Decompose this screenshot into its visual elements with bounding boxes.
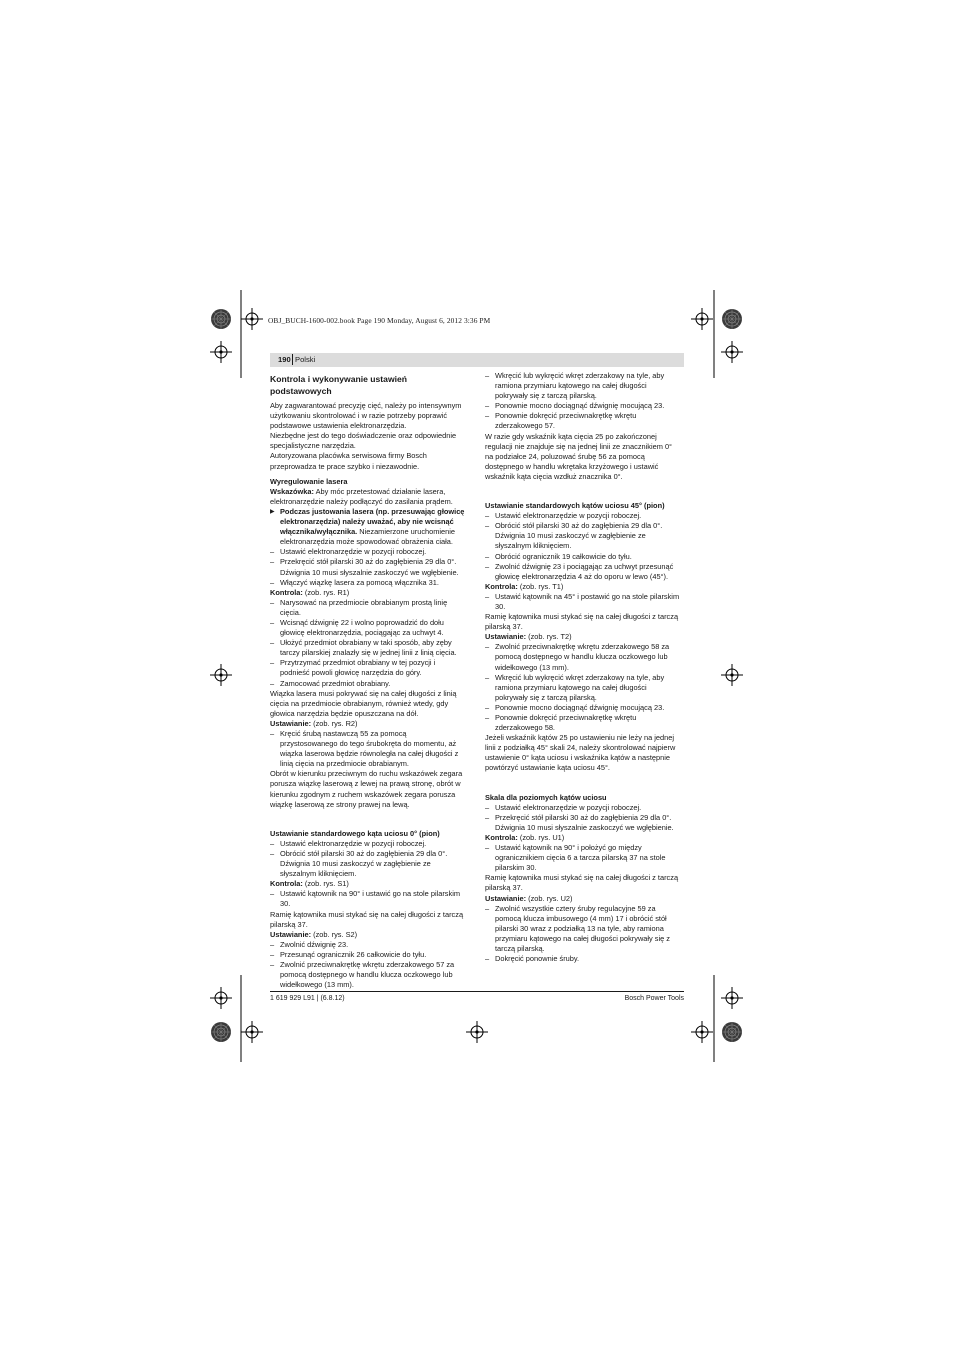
file-info-line: OBJ_BUCH-1600-002.book Page 190 Monday, August 6, 2012 3:36 PM [268, 316, 491, 325]
list-item [270, 950, 466, 960]
labeled-paragraph [270, 588, 466, 598]
list-item [270, 638, 466, 658]
paragraph-label: Ustawianie: [485, 893, 527, 903]
list-item-text: Ustawić elektronarzędzie w pozycji roboczej. [495, 802, 642, 812]
warning-text: Niezamierzone uruchomienie elektronarzędzia może spowodować obrażenia ciała. [280, 527, 456, 547]
list-item [485, 642, 681, 672]
list-item-text: Włączyć wiązkę lasera za pomocą włącznika 31. [280, 577, 439, 587]
section-heading [270, 373, 466, 397]
heading-text: Skala dla poziomych kątów uciosu [485, 792, 607, 802]
paragraph-text: (zob. rys. U1) [517, 832, 565, 842]
list-item-text: Ustawić kątownik na 45° i postawić go na stole pilarskim 30. [495, 591, 680, 611]
list-item-text: Obrócić stół pilarski 30 aż do zagłębienia 29 dla 0°. Dźwignia 10 musi zaskoczyć w zagłębienie ze słyszalnym kliknięciem. [495, 521, 663, 551]
paragraph-label: Kontrola: [270, 879, 303, 889]
paragraph-text: (zob. rys. T2) [526, 632, 572, 642]
paragraph-text: (zob. rys. R2) [311, 718, 358, 728]
list-item [270, 960, 466, 990]
list-item [485, 511, 681, 521]
labeled-paragraph [270, 879, 466, 889]
list-item-text: Ustawić elektronarzędzie w pozycji roboczej. [495, 511, 642, 521]
paragraph-text: Ramię kątownika musi stykać się na całej długości z tarczą pilarską 37. [485, 873, 679, 893]
subsection-heading [485, 501, 681, 511]
list-item [270, 940, 466, 950]
paragraph-text: (zob. rys. S2) [311, 929, 358, 939]
labeled-paragraph [270, 930, 466, 940]
labeled-paragraph [485, 582, 681, 592]
header-separator [292, 354, 293, 365]
list-item-text: Ustawić elektronarzędzie w pozycji roboczej. [280, 547, 427, 557]
paragraph [270, 689, 466, 719]
list-item-text: Dokręcić ponownie śruby. [495, 954, 580, 964]
paragraph-text: Obrót w kierunku przeciwnym do ruchu wskazówek zegara porusza wiązkę laserową z lewej na prawą stronę, obrót w kierunku zgodnym z ruchem wskazówek zegara porusza wiązkę laserową ze strony prawej na lewą. [270, 769, 463, 809]
list-item [270, 618, 466, 638]
list-item-text: Przekręcić stół pilarski 30 aż do zagłębienia 29 dla 0°. Dźwignia 10 musi słyszalnie zaskoczyć we wgłębienie. [495, 812, 674, 832]
list-item [485, 703, 681, 713]
list-item [485, 411, 681, 431]
list-item-text: Ponownie mocno dociągnąć dźwignię mocującą 23. [495, 401, 665, 411]
list-item [485, 954, 681, 964]
list-item-text: Zwolnić dźwignię 23 i pociągając za uchwyt przesunąć głowicę elektronarzędzia 4 aż do oporu w lewo (45°). [495, 561, 674, 581]
list-item [270, 658, 466, 678]
target-mark-bottom-right [722, 1022, 742, 1042]
labeled-paragraph [270, 487, 466, 507]
list-item [270, 557, 466, 577]
crosshair-mark [210, 664, 232, 686]
list-item-text: Przesunąć ogranicznik 26 całkowicie do tyłu. [280, 949, 427, 959]
paragraph-text: Ramię kątownika musi stykać się na całej długości z tarczą pilarską 37. [270, 909, 464, 929]
crosshair-mark [691, 308, 713, 330]
labeled-paragraph [485, 632, 681, 642]
list-item-text: Wkręcić lub wykręcić wkręt zderzakowy na tyle, aby ramiona przymiaru kątowego na całej długości pokrywały się z tarczą pilarską. [495, 371, 665, 401]
list-item [485, 803, 681, 813]
page-header-bar [270, 353, 684, 367]
list-item-text: Ponownie mocno dociągnąć dźwignię mocującą 23. [495, 702, 665, 712]
paragraph-text: Ramię kątownika musi stykać się na całej długości z tarczą pilarską 37. [485, 612, 679, 632]
list-item-text: Przytrzymać przedmiot obrabiany w tej pozycji i podnieść powoli głowicę narzędzia do góry. [280, 658, 436, 678]
list-item [485, 562, 681, 582]
footer-catalog-number: 1 619 929 L91 | (6.8.12) [270, 995, 345, 1002]
paragraph-label: Wskazówka: [270, 486, 314, 496]
target-mark-top-right [722, 309, 742, 329]
list-item-text: Wkręcić lub wykręcić wkręt zderzakowy na tyle, aby ramiona przymiaru kątowego na całej długości pokrywały się z tarczą pilarską. [495, 672, 665, 702]
paragraph [270, 910, 466, 930]
crosshair-mark [241, 1021, 263, 1043]
paragraph-label: Kontrola: [270, 587, 303, 597]
page-number: 190 [278, 355, 291, 364]
list-item [485, 673, 681, 703]
list-item [270, 578, 466, 588]
list-item-text: Zwolnić przeciwnakrętkę wkrętu zderzakowego 57 za pomocą dostępnego w handlu klucza oczkowego lub widełkowego (13 mm). [280, 959, 455, 990]
left-text-column [270, 371, 466, 990]
list-item [270, 849, 466, 879]
paragraph [485, 873, 681, 893]
subsection-heading [485, 793, 681, 803]
list-item-text: Zwolnić wszystkie cztery śruby regulacyjne 59 za pomocą klucza imbusowego (4 mm) 17 i obrócić stół pilarski 30 wraz z podziałką 13 na tyle, aby ramiona przymiaru kątowego na całej długości pokrywały się z tarczą pilarską. [495, 903, 670, 953]
list-item-text: Zwolnić przeciwnakrętkę wkrętu zderzakowego 58 za pomocą dostępnego w handlu klucza oczkowego lub widełkowego (13 mm). [495, 642, 670, 672]
paragraph-text: Aby zagwarantować precyzję cięć, należy po intensywnym użytkowaniu skontrolować i w razie potrzeby poprawić podstawowe ustawienia elektronarzędzia. [270, 401, 462, 431]
crosshair-mark [691, 1021, 713, 1043]
list-item-text: Ponownie dokręcić przeciwnakrętkę wkrętu zderzakowego 57. [495, 411, 637, 431]
heading-text: Ustawianie standardowego kąta uciosu 0° (pion) [270, 828, 440, 838]
paragraph [270, 451, 466, 471]
list-item-text: Ustawić elektronarzędzie w pozycji roboczej. [280, 838, 427, 848]
list-item [270, 547, 466, 557]
paragraph-text: (zob. rys. T1) [517, 581, 564, 591]
section-spacer [485, 774, 681, 788]
footer-brand: Bosch Power Tools [624, 995, 684, 1002]
warning-bold-text: Podczas justowania lasera (np. przesuwając głowicę elektronarzędzia) należy uważać, aby nie wcisnąć włącznika/wyłącznika. [280, 506, 465, 537]
list-item [270, 679, 466, 689]
section-spacer [270, 810, 466, 824]
paragraph-text: W razie gdy wskaźnik kąta cięcia 25 po zakończonej regulacji nie znajduje się na jednej linii ze znacznikiem 0° na podziałce 24, poluzować śrubę 56 za pomocą dostępnego w handlu wkrętaka krzyżowego i ustawić wskaźnik kąta cięcia wzdłuż znacznika 0°. [485, 431, 673, 481]
list-item [485, 592, 681, 612]
list-item [485, 521, 681, 551]
paragraph [485, 612, 681, 632]
paragraph-text: Jeżeli wskaźnik kątów 25 po ustawieniu nie leży na jednej linii z podziałką 45° skali 24, należy skontrolować najpierw ustawienie 0° kąta uciosu i wskaźnika kątów a następnie powtórzyć ustawianie kąta uciosu 45°. [485, 733, 676, 773]
list-item [485, 371, 681, 401]
crosshair-mark [721, 664, 743, 686]
list-item-text: Zamocować przedmiot obrabiany. [280, 678, 391, 688]
list-item [270, 889, 466, 909]
crosshair-mark [210, 341, 232, 363]
paragraph [270, 431, 466, 451]
crosshair-mark [466, 1021, 488, 1043]
labeled-paragraph [485, 833, 681, 843]
paragraph-text: Wiązka lasera musi pokrywać się na całej długości z linią cięcia na przedmiocie obrabianym, również wtedy, gdy głowica narzędzia będzie opuszczana na dół. [270, 688, 457, 718]
list-item [485, 713, 681, 733]
list-item-text: Wcisnąć dźwignię 22 i wolno poprowadzić do dołu głowicę elektronarzędzia, pociągając za uchwyt 4. [280, 617, 444, 638]
crosshair-mark [241, 308, 263, 330]
paragraph-text: Autoryzowana placówka serwisowa firmy Bosch przeprowadza te prace szybko i niezawodnie. [270, 451, 427, 471]
paragraph [485, 432, 681, 482]
paragraph [270, 401, 466, 431]
heading-text: Ustawianie standardowych kątów uciosu 45° (pion) [485, 501, 665, 511]
paragraph-text: (zob. rys. R1) [302, 587, 350, 597]
target-mark-top-left [211, 309, 231, 329]
paragraph [270, 769, 466, 809]
list-item [270, 839, 466, 849]
labeled-paragraph [485, 894, 681, 904]
target-mark-bottom-left [211, 1022, 231, 1042]
paragraph-label: Ustawianie: [270, 718, 312, 728]
paragraph-text: Aby móc przetestować działanie lasera, elektronarzędzie należy podłączyć do zasilania prądem. [270, 486, 453, 506]
subsection-heading [270, 829, 466, 839]
section-spacer [485, 482, 681, 496]
crosshair-mark [721, 341, 743, 363]
paragraph-label: Kontrola: [485, 832, 518, 842]
list-item [485, 552, 681, 562]
right-text-column [485, 371, 681, 964]
list-item [270, 729, 466, 769]
list-item [485, 813, 681, 833]
list-item-text: Przekręcić stół pilarski 30 aż do zagłębienia 29 dla 0°. Dźwignia 10 musi słyszalnie zaskoczyć we wgłębienie. [280, 557, 459, 577]
list-item-text: Zwolnić dźwignię 23. [280, 939, 349, 949]
paragraph-label: Ustawianie: [485, 632, 527, 642]
heading-text: Kontrola i wykonywanie ustawień podstawowych [270, 374, 408, 396]
list-item-text: Ustawić kątownik na 90° i ustawić go na stole pilarskim 30. [280, 889, 460, 909]
list-item [485, 904, 681, 954]
heading-text: Wyregulowanie lasera [270, 476, 348, 486]
language-label: Polski [295, 355, 316, 364]
subsection-heading [270, 477, 466, 487]
footer-rule [270, 991, 684, 992]
paragraph-text: (zob. rys. S1) [302, 879, 349, 889]
list-item-text: Ułożyć przedmiot obrabiany w taki sposób, aby zęby tarczy pilarskiej znalazły się w jednej linii z linią cięcia. [280, 638, 457, 658]
list-item-text: Kręcić śrubą nastawczą 55 za pomocą przystosowanego do tego śrubokręta do momentu, aż wiązka laserowa będzie równoległa na całej długości z linią cięcia na przedmiocie obrabianym. [280, 729, 459, 769]
list-item-text: Ustawić kątownik na 90° i położyć go między ogranicznikiem cięcia 6 a tarcza pilarską 37 na stole pilarskim 30. [495, 843, 666, 873]
crosshair-mark [721, 987, 743, 1009]
paragraph-text: (zob. rys. U2) [526, 893, 573, 903]
list-item [270, 598, 466, 618]
list-item-text: Ponownie dokręcić przeciwnakrętkę wkrętu zderzakowego 58. [495, 713, 637, 733]
crosshair-mark [210, 987, 232, 1009]
list-item [485, 401, 681, 411]
paragraph-label: Kontrola: [485, 581, 518, 591]
list-item-text: Obrócić stół pilarski 30 aż do zagłębienia 29 dla 0°. Dźwignia 10 musi zaskoczyć w zagłębienie ze słyszalnym kliknięciem. [280, 848, 448, 879]
list-item [485, 843, 681, 873]
labeled-paragraph [270, 719, 466, 729]
paragraph [485, 733, 681, 773]
list-item-text: Narysować na przedmiocie obrabianym prostą linię cięcia. [280, 597, 448, 617]
paragraph-text: Niezbędne jest do tego doświadczenie oraz odpowiednie specjalistyczne narzędzia. [270, 431, 457, 451]
warning-item [270, 507, 466, 547]
paragraph-label: Ustawianie: [270, 929, 312, 939]
list-item-text: Obrócić ogranicznik 19 całkowicie do tyłu. [495, 551, 632, 561]
